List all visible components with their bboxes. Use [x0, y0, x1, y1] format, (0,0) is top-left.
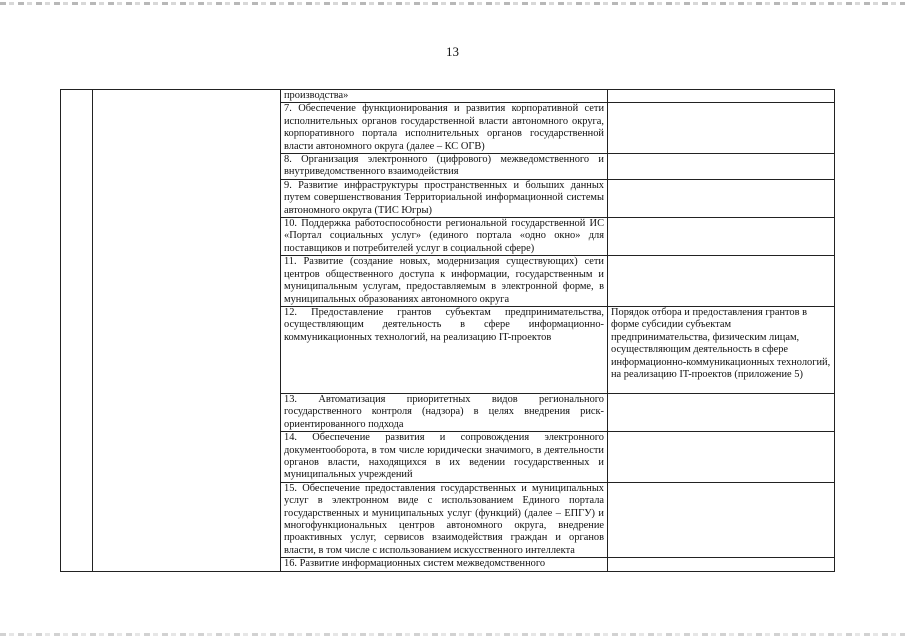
measures-table — [60, 89, 835, 572]
normative-document: Порядок отбора и предоставления грантов в форме субсидии субъектам предпринимательства, физическим лицам, осуществляющим деятельность в сфере информационно-коммуникационных технологий, на реализацию IT-проектов (приложение 5) — [608, 306, 835, 393]
measure-description: производства» — [281, 90, 608, 103]
col-task-cell — [93, 90, 281, 572]
normative-document — [608, 154, 835, 180]
normative-document — [608, 558, 835, 571]
scan-artifact-top — [0, 2, 905, 5]
normative-document — [608, 482, 835, 557]
page-number: 13 — [446, 44, 459, 59]
measure-description: 13. Автоматизация приоритетных видов регионального государственного контроля (надзора) в целях внедрения риск-ориентированного подхода — [281, 393, 608, 431]
normative-document — [608, 256, 835, 307]
normative-document — [608, 432, 835, 483]
measure-description: 7. Обеспечение функционирования и развития корпоративной сети исполнительных органов государственной власти автономного округа, корпоративного портала исполнительных органов государственной власти автономного округа (далее – КС ОГВ) — [281, 103, 608, 154]
normative-document — [608, 179, 835, 217]
measure-description: 10. Поддержка работоспособности региональной государственной ИС «Портал социальных услуг» (единого портала «одно окно» для поставщиков и потребителей услуг в социальной сфере) — [281, 218, 608, 256]
normative-document — [608, 90, 835, 103]
scan-artifact-bottom — [0, 633, 905, 636]
col-number-cell — [61, 90, 93, 572]
measure-description: 11. Развитие (создание новых, модернизация существующих) сети центров общественного доступа к информации, государственным и муниципальным услугам, предоставляемым в электронной форме, в муниципальных образованиях автономного округа — [281, 256, 608, 307]
normative-document — [608, 393, 835, 431]
measure-description: 14. Обеспечение развития и сопровождения электронного документооборота, в том числе юридически значимого, в деятельности органов власти, находящихся в их ведении государственных и муниципальных учреждений — [281, 432, 608, 483]
measure-description: 16. Развитие информационных систем межведомственного — [281, 558, 608, 571]
measure-description: 15. Обеспечение предоставления государственных и муниципальных услуг в электронном виде с использованием Единого портала государственных и муниципальных услуг (функций) (далее – ЕПГУ) и многофункциональных центров автономного округа, внедрение проактивных услуг, сервисов взаимодействия граждан и органов власти, в том числе с использованием искусственного интеллекта — [281, 482, 608, 557]
normative-document — [608, 218, 835, 256]
measure-description: 12. Предоставление грантов субъектам предпринимательства, осуществляющим деятельность в сфере информационно-коммуникационных технологий, на реализацию IT-проектов — [281, 306, 608, 393]
measure-description: 9. Развитие инфраструктуры пространственных и больших данных путем совершенствования Территориальной информационной системы автономного округа (ТИС Югры) — [281, 179, 608, 217]
normative-document — [608, 103, 835, 154]
measure-description: 8. Организация электронного (цифрового) межведомственного и внутриведомственного взаимодействия — [281, 154, 608, 180]
table-row — [61, 90, 835, 103]
